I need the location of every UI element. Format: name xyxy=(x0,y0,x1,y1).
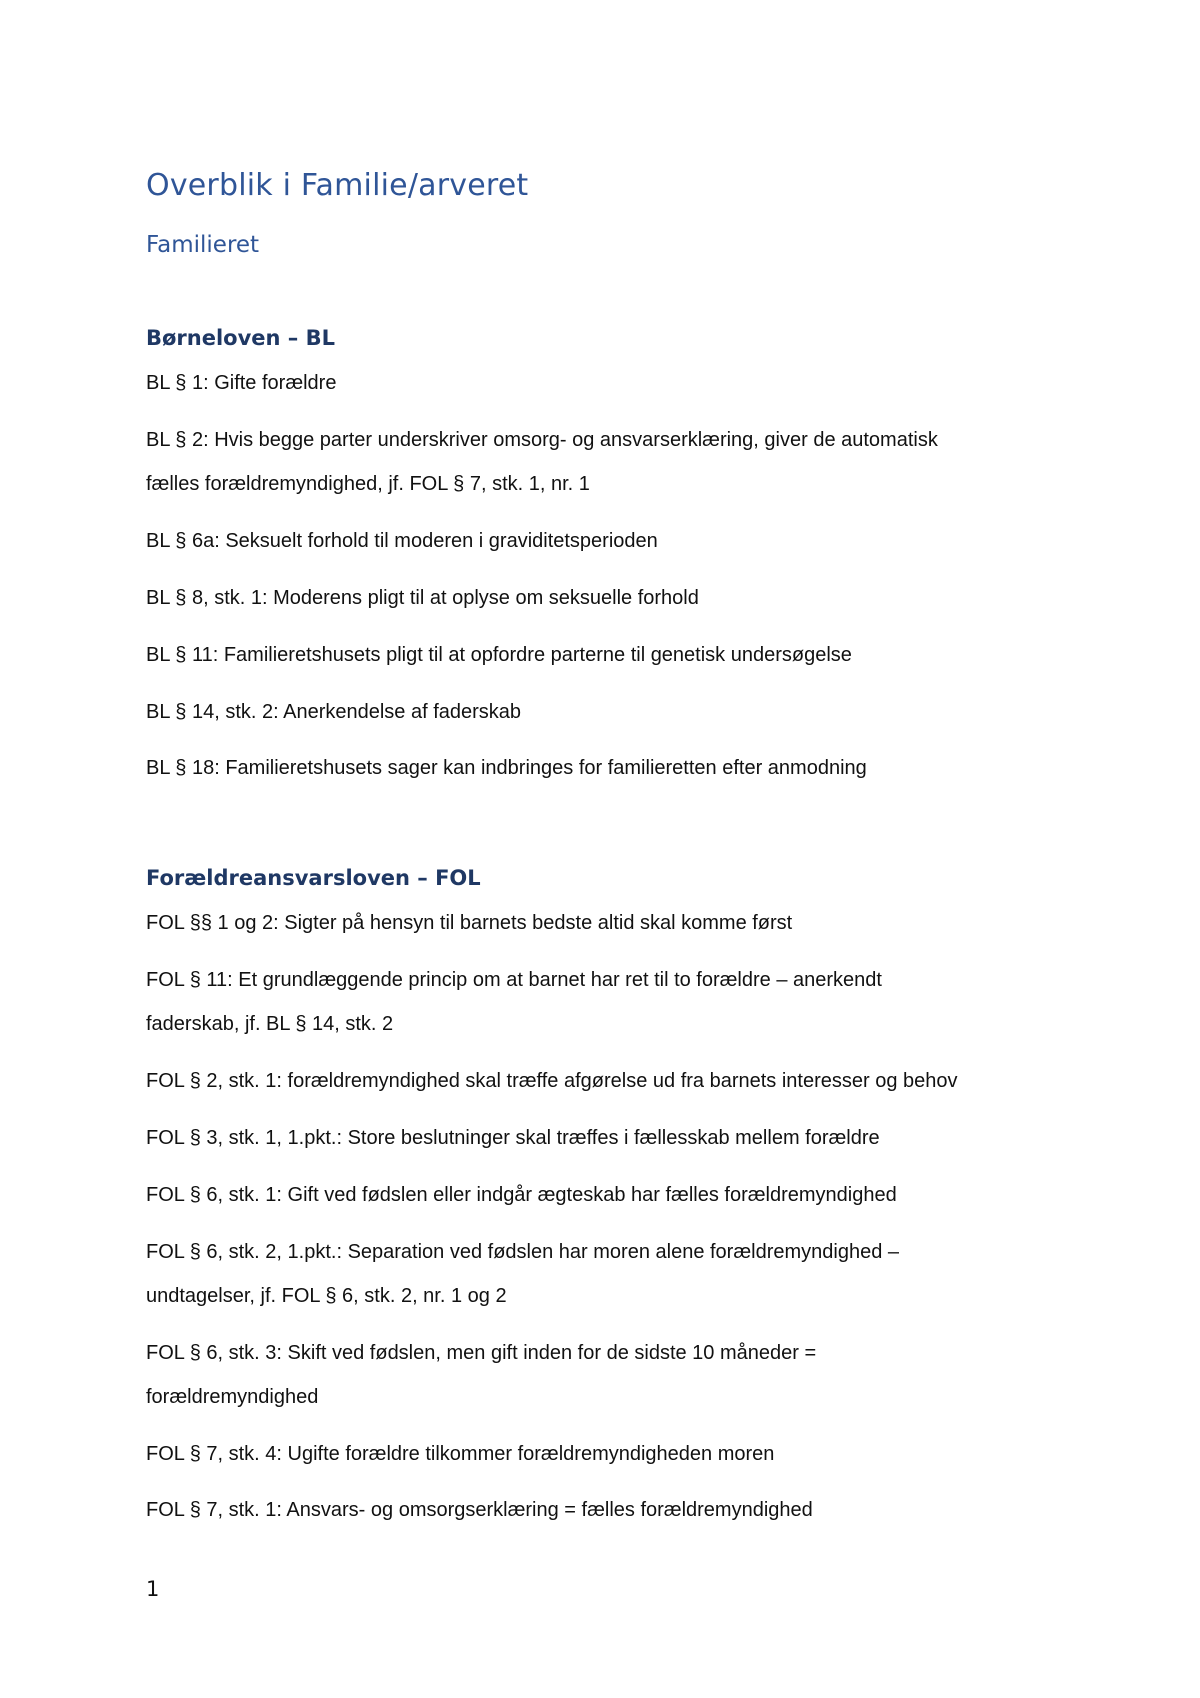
paragraph-line: undtagelser, jf. FOL § 6, stk. 2, nr. 1 og 2 xyxy=(146,1285,507,1307)
paragraph-line: FOL § 7, stk. 1: Ansvars- og omsorgserklæring = fælles forældremyndighed xyxy=(146,1499,813,1521)
document-title: Overblik i Familie/arveret xyxy=(146,168,529,203)
paragraph-line: BL § 1: Gifte forældre xyxy=(146,372,337,394)
paragraph-line: BL § 18: Familieretshusets sager kan indbringes for familieretten efter anmodning xyxy=(146,757,867,779)
paragraph-line: FOL § 7, stk. 4: Ugifte forældre tilkommer forældremyndigheden moren xyxy=(146,1443,775,1465)
paragraph-line: FOL § 6, stk. 2, 1.pkt.: Separation ved fødslen har moren alene forældremyndighed – xyxy=(146,1241,899,1263)
paragraph-line: faderskab, jf. BL § 14, stk. 2 xyxy=(146,1013,394,1035)
paragraph-line: forældremyndighed xyxy=(146,1386,319,1408)
paragraph-line: BL § 2: Hvis begge parter underskriver omsorg- og ansvarserklæring, giver de automatisk xyxy=(146,429,938,451)
paragraph-line: fælles forældremyndighed, jf. FOL § 7, stk. 1, nr. 1 xyxy=(146,473,590,495)
paragraph-line: FOL § 6, stk. 3: Skift ved fødslen, men gift inden for de sidste 10 måneder = xyxy=(146,1342,817,1364)
paragraph-line: FOL §§ 1 og 2: Sigter på hensyn til barnets bedste altid skal komme først xyxy=(146,912,793,934)
paragraph-line: FOL § 3, stk. 1, 1.pkt.: Store beslutninger skal træffes i fællesskab mellem forældre xyxy=(146,1127,880,1149)
page-number: 1 xyxy=(146,1577,160,1601)
paragraph-line: FOL § 2, stk. 1: forældremyndighed skal træffe afgørelse ud fra barnets interesser og behov xyxy=(146,1070,958,1092)
document-subtitle: Familieret xyxy=(146,232,260,258)
paragraph-line: FOL § 6, stk. 1: Gift ved fødslen eller indgår ægteskab har fælles forældremyndighed xyxy=(146,1184,897,1206)
paragraph-line: BL § 8, stk. 1: Moderens pligt til at oplyse om seksuelle forhold xyxy=(146,587,699,609)
paragraph-line: FOL § 11: Et grundlæggende princip om at barnet har ret til to forældre – anerkendt xyxy=(146,969,882,991)
paragraph-line: BL § 14, stk. 2: Anerkendelse af faderskab xyxy=(146,701,522,723)
section-heading-bl: Børneloven – BL xyxy=(146,326,335,350)
paragraph-line: BL § 6a: Seksuelt forhold til moderen i graviditetsperioden xyxy=(146,530,658,552)
section-heading-fol: Forældreansvarsloven – FOL xyxy=(146,866,481,890)
paragraph-line: BL § 11: Familieretshusets pligt til at opfordre parterne til genetisk undersøgelse xyxy=(146,644,852,666)
